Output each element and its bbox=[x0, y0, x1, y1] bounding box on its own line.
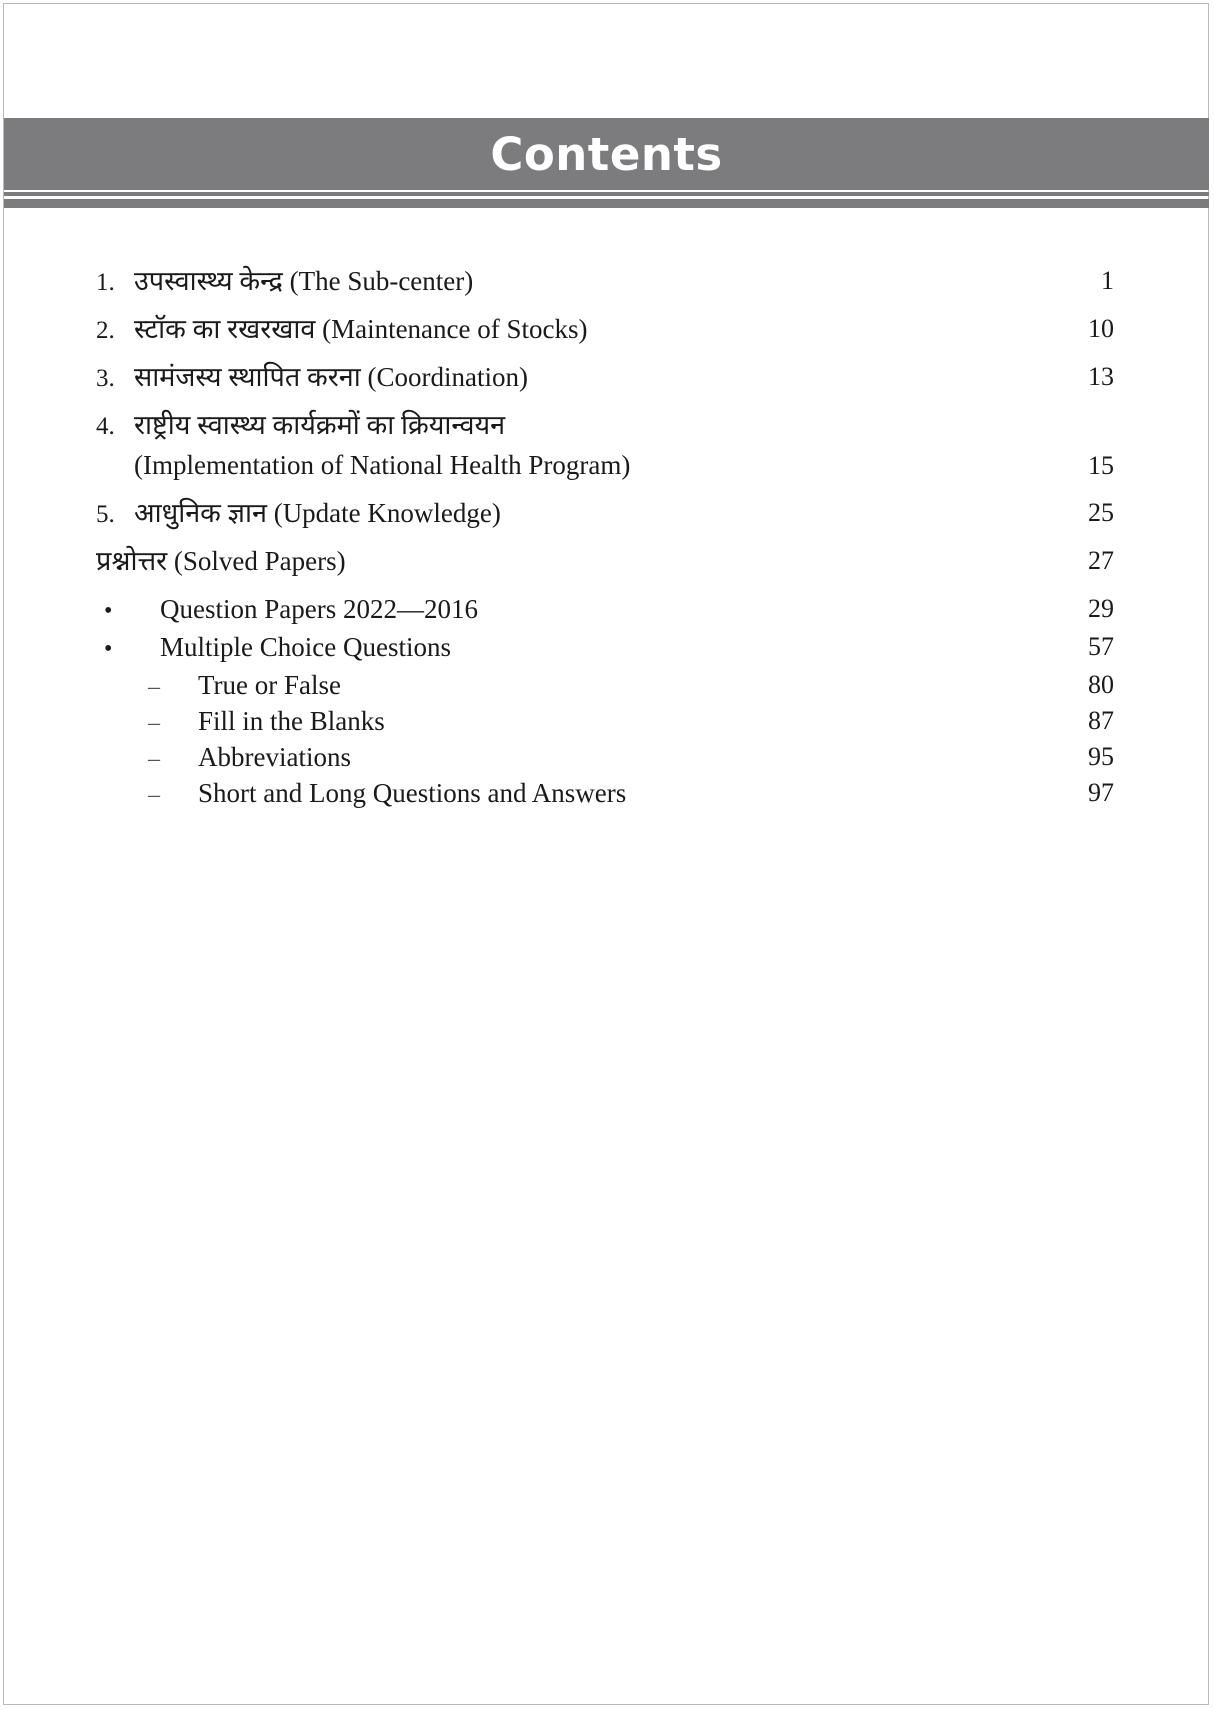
toc-section-label bbox=[96, 548, 1034, 575]
toc-subitem-title: Short and Long Questions and Answers bbox=[198, 778, 627, 809]
contents-header-banner bbox=[4, 118, 1209, 190]
toc-entry[interactable] bbox=[96, 500, 1114, 527]
toc-subitem[interactable] bbox=[96, 744, 1114, 771]
toc-entry-title-wrap bbox=[134, 364, 1034, 391]
toc-subitem-title-wrap bbox=[198, 672, 1034, 699]
toc-subitem-title-wrap bbox=[198, 708, 1034, 735]
toc-subitem-page: 95 bbox=[1088, 742, 1114, 772]
bullet-icon: • bbox=[104, 598, 113, 624]
toc-entry-title: राष्ट्रीय स्वास्थ्य कार्यक्रमों का क्रियान्वयन bbox=[134, 410, 506, 440]
toc-bullet-item[interactable] bbox=[96, 596, 1114, 624]
toc-entry-label bbox=[96, 500, 1034, 527]
toc-subitem-page: 87 bbox=[1088, 706, 1114, 736]
toc-entry-page: 15 bbox=[1088, 451, 1114, 480]
toc-section-page: 27 bbox=[1088, 546, 1114, 575]
toc-subitem-title-wrap bbox=[198, 744, 1034, 771]
toc-entry-page: 1 bbox=[1101, 266, 1114, 295]
dash-icon: – bbox=[148, 710, 160, 737]
dash-icon: – bbox=[148, 746, 160, 773]
toc-entry-label bbox=[96, 364, 1034, 391]
toc-section-title: प्रश्नोत्तर (Solved Papers) bbox=[96, 546, 346, 576]
toc-bullet-title: Question Papers 2022—2016 bbox=[160, 594, 478, 624]
toc-bullet-page: 29 bbox=[1088, 594, 1114, 623]
toc-entry-label bbox=[96, 412, 1034, 479]
toc-section-title-wrap bbox=[96, 548, 1034, 575]
table-of-contents bbox=[96, 268, 1114, 816]
toc-entry-title-wrap bbox=[134, 316, 1034, 343]
toc-entry-label bbox=[96, 316, 1034, 343]
toc-entry-title: स्टॉक का रखरखाव (Maintenance of Stocks) bbox=[134, 314, 588, 344]
toc-bullet-label bbox=[96, 596, 1034, 624]
toc-entry-page: 25 bbox=[1088, 498, 1114, 527]
toc-subitem[interactable] bbox=[96, 780, 1114, 807]
toc-subitem[interactable] bbox=[96, 672, 1114, 699]
toc-bullet-title-wrap bbox=[160, 634, 1034, 661]
toc-subitem-title: True or False bbox=[198, 670, 342, 701]
toc-subitem-title-wrap bbox=[198, 780, 1034, 807]
toc-subitem-label bbox=[96, 744, 1034, 771]
toc-subitem-page: 97 bbox=[1088, 778, 1114, 808]
header-divider-lower bbox=[4, 199, 1209, 208]
toc-bullet-page: 57 bbox=[1088, 632, 1114, 662]
header-divider-upper bbox=[4, 192, 1209, 196]
bullet-icon: • bbox=[104, 636, 113, 663]
toc-entry-number: 2. bbox=[96, 317, 115, 344]
toc-subitem-label bbox=[96, 672, 1034, 699]
toc-subitem-title: Fill in the Blanks bbox=[198, 706, 385, 737]
toc-entry-number: 4. bbox=[96, 413, 115, 440]
toc-subitem-label bbox=[96, 708, 1034, 735]
toc-entry-subtitle: (Implementation of National Health Program) bbox=[134, 450, 631, 480]
page-title: Contents bbox=[490, 127, 723, 181]
page-border bbox=[3, 3, 1209, 1705]
toc-bullet-title-wrap bbox=[160, 596, 1034, 623]
toc-section-solved-papers[interactable] bbox=[96, 548, 1114, 575]
toc-subitem-label bbox=[96, 780, 1034, 807]
toc-entry-title-wrap bbox=[134, 412, 1034, 479]
toc-bullet-label bbox=[96, 634, 1034, 662]
dash-icon: – bbox=[148, 674, 160, 701]
toc-entry-page: 10 bbox=[1088, 314, 1114, 343]
toc-entry[interactable] bbox=[96, 268, 1114, 295]
toc-entry[interactable] bbox=[96, 316, 1114, 343]
toc-bullet-item[interactable] bbox=[96, 634, 1114, 662]
toc-entry-title: सामंजस्य स्थापित करना (Coordination) bbox=[134, 362, 528, 392]
toc-entry-title-wrap bbox=[134, 268, 1034, 295]
toc-subitem[interactable] bbox=[96, 708, 1114, 735]
toc-entry-title-wrap bbox=[134, 500, 1034, 527]
toc-bullet-title: Multiple Choice Questions bbox=[160, 632, 451, 663]
toc-entry-title: उपस्वास्थ्य केन्द्र (The Sub-center) bbox=[134, 266, 474, 296]
toc-subitem-page: 80 bbox=[1088, 670, 1114, 700]
toc-entry-title: आधुनिक ज्ञान (Update Knowledge) bbox=[134, 498, 501, 528]
dash-icon: – bbox=[148, 782, 160, 809]
toc-entry[interactable] bbox=[96, 412, 1114, 479]
toc-entry-number: 3. bbox=[96, 365, 115, 392]
toc-entry-label bbox=[96, 268, 1034, 295]
toc-entry-number: 5. bbox=[96, 501, 115, 528]
toc-entry-page: 13 bbox=[1088, 362, 1114, 391]
toc-entry[interactable] bbox=[96, 364, 1114, 391]
toc-subitem-title: Abbreviations bbox=[198, 742, 351, 773]
toc-entry-number: 1. bbox=[96, 269, 115, 296]
